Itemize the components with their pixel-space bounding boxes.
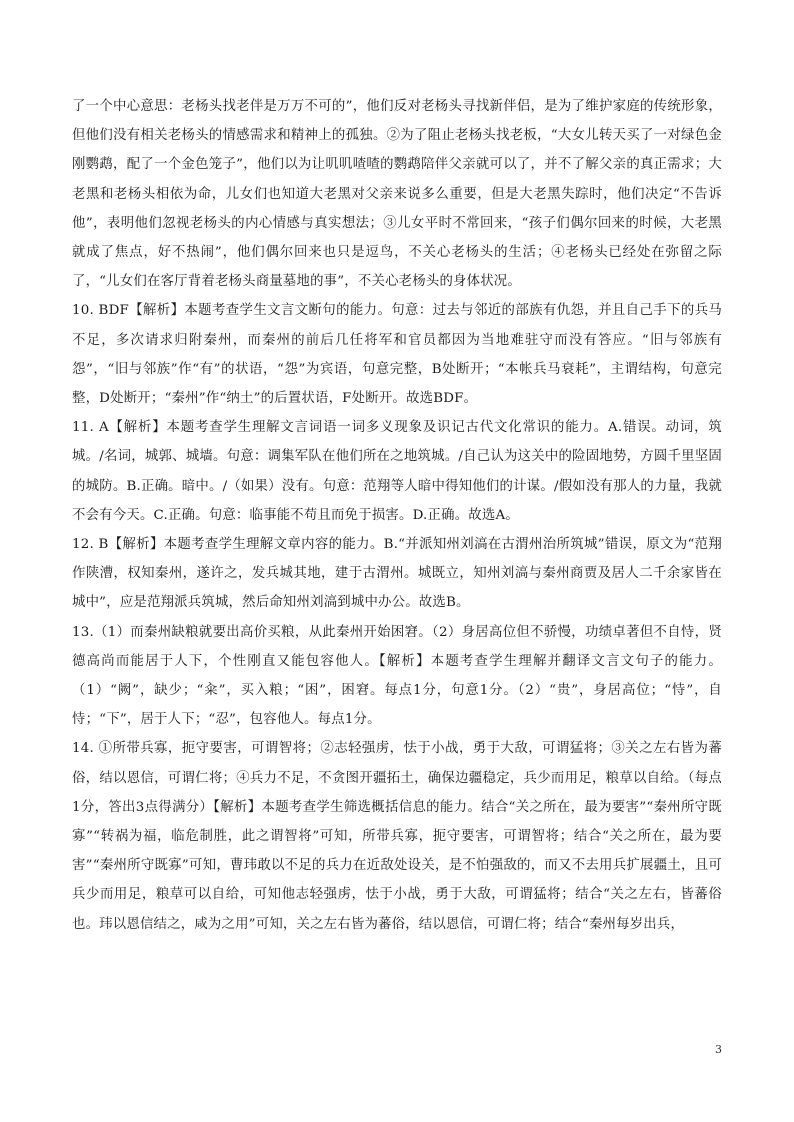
paragraph-answer-10: 10. BDF【解析】本题考查学生文言文断句的能力。句意：过去与邻近的部族有仇怨，并且自己手下的兵马不足，多次请求归附秦州，而秦州的前后几任将军和官员都因为当地难驻守而没有答应。“旧与邻族有怨”，“旧与邻族”作“有”的状语，“怨”为宾语，句意完整，B处断开；“本帐兵马衰耗”，主谓结构，句意完整，D处断开；“秦州”作“纳土”的后置状语，F处断开。故选BDF。 [72, 303, 722, 407]
page-number: 3 [715, 1043, 722, 1056]
paragraph-analysis-9: 了一个中心意思：老杨头找老伴是万万不可的”，他们反对老杨头寻找新伴侣，是为了维护家庭的传统形象，但他们没有相关老杨头的情感需求和精神上的孤独。②为了阻止老杨头找老板，“大女儿转天买了一对绿色金刚鹦鹉，配了一个金色笼子”，他们以为让叽叽喳喳的鹦鹉陪伴父亲就可以了，并不了解父亲的真正需求；大老黑和老杨头相依为命，儿女们也知道大老黑对父亲来说多么重要，但是大老黑失踪时，他们决定“不告诉他”，表明他们忽视老杨头的内心情感与真实想法；③儿女平时不常回来，“孩子们偶尔回来的时候，大老黑就成了焦点，好不热闹”，他们偶尔回来也只是逗鸟，不关心老杨头的生活；④老杨头已经处在弥留之际了，“儿女们在客厅背着老杨头商量墓地的事”，不关心老杨头的身体状况。 [72, 99, 722, 290]
paragraph-answer-11: 11. A【解析】本题考查学生理解文言词语一词多义现象及识记古代文化常识的能力。A.错误。动词，筑城。/名词，城郭、城墙。句意：调集军队在他们所在之地筑城。/自己认为这关中的险固地势，方圆千里坚固的城防。B.正确。暗中。/（如果）没有。句意：范翔等人暗中得知他们的计谋。/假如没有那人的力量，我就不会有今天。C.正确。句意：临事能不苟且而免于损害。D.正确。故选A。 [72, 420, 722, 523]
paragraph-answer-12: 12. B【解析】本题考查学生理解文章内容的能力。B.“并派知州刘滈在古渭州治所筑城”错误，原文为“范翔作陕漕，权知秦州，遂许之，发兵城其地，建于古渭州。城既立，知州刘滈与秦州商贾及居人二千余家皆在城中”，应是范翔派兵筑城，然后命知州刘滈到城中办公。故选B。 [72, 537, 722, 611]
paragraph-answer-14: 14. ①所带兵寡，扼守要害，可谓智将；②志轻强虏，怯于小战，勇于大敌，可谓猛将；③关之左右皆为蕃俗，结以恩信，可谓仁将；④兵力不足，不贪图开疆拓土，确保边疆稳定，兵少而用足，粮草以自给。（每点1分，答出3点得满分）【解析】本题考查学生筛选概括信息的能力。结合“关之所在，最为要害”“秦州所守既寡”“转祸为福，临危制胜，此之谓智将”可知，所带兵寡，扼守要害，可谓智将；结合“关之所在，最为要害”“秦州所守既寡”可知，曹玮敢以不足的兵力在近敌处设关，是不怕强敌的，而又不去用兵扩展疆土，且可兵少而用足，粮草可以自给，可知他志轻强虏，怯于小战，勇于大敌，可谓猛将；结合“关之左右，皆蕃俗也。玮以恩信结之，咸为之用”可知，关之左右皆为蕃俗，结以恩信，可谓仁将；结合“秦州每岁出兵， [72, 741, 722, 932]
paragraph-answer-13: 13.（1）而秦州缺粮就要出高价买粮，从此秦州开始困窘。（2）身居高位但不骄慢，功绩卓著但不自恃，贤德高尚而能居于人下，个性刚直又能包容他人。【解析】本题考查学生理解并翻译文言文句子的能力。（1）“阙”，缺少；“籴”，买入粮；“困”，困窘。每点1分，句意1分。（2）“贵”，身居高位；“恃”，自恃；“下”，居于人下；“忍”，包容他人。每点1分。 [72, 624, 722, 728]
answer-text [72, 92, 722, 939]
